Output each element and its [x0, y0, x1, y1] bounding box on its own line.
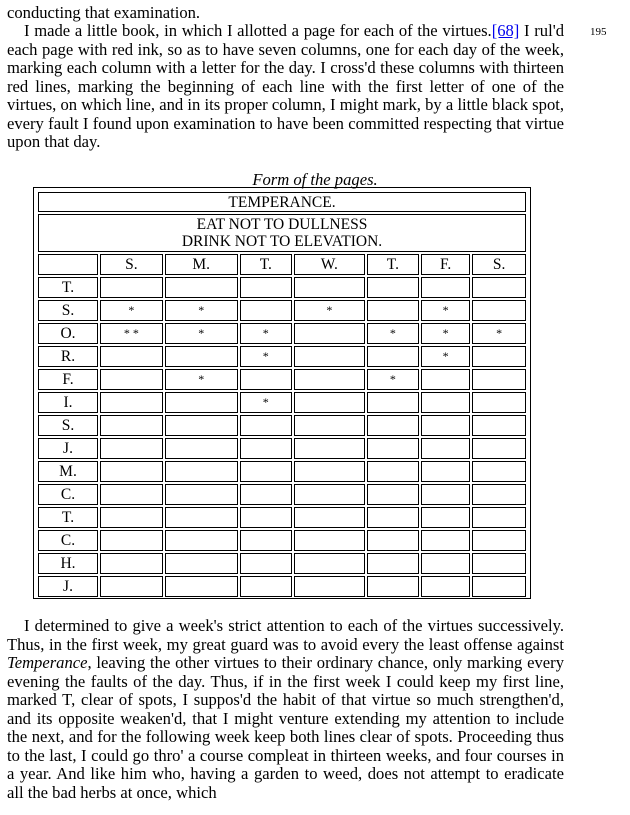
fault-cell — [367, 553, 420, 574]
fault-cell: * — [367, 369, 420, 390]
fault-cell — [165, 461, 238, 482]
fault-cell — [472, 277, 526, 298]
paragraph-text: I determined to give a week's strict attention to each of the virtues successively. Thus, in the first week, my great guard was to avoid every the least offense against — [7, 616, 564, 654]
fault-cell — [240, 369, 293, 390]
fault-cell — [367, 507, 420, 528]
fault-cell — [294, 530, 365, 551]
fault-cell — [294, 392, 365, 413]
virtue-table — [36, 190, 528, 599]
virtue-letter: C. — [38, 530, 98, 551]
fault-cell — [421, 438, 470, 459]
fault-cell — [294, 553, 365, 574]
fault-cell — [472, 507, 526, 528]
fault-cell — [100, 530, 163, 551]
fault-cell — [100, 461, 163, 482]
fault-cell — [472, 484, 526, 505]
fault-cell — [472, 392, 526, 413]
fault-cell: * — [472, 323, 526, 344]
fault-cell — [100, 576, 163, 597]
paragraph-text: I rul'd each page with red ink, so as to have seven columns, one for each day of the week, marking each column with a letter for the day. I cross'd these columns with thirteen red lines, marking the beginning of each line with the first letter of one of the virtues, on which line, and in its proper column, I might mark, by a little black spot, every fault I found upon examination to have been committed respecting that virtue upon that day. — [7, 21, 564, 151]
fault-cell — [294, 323, 365, 344]
fault-cell — [165, 484, 238, 505]
fault-cell — [165, 438, 238, 459]
fault-cell — [165, 346, 238, 367]
fault-cell: * — [421, 300, 470, 321]
fault-cell — [100, 369, 163, 390]
virtue-row — [38, 438, 526, 459]
day-header: M. — [165, 254, 238, 275]
fault-cell — [367, 392, 420, 413]
corner-cell — [38, 254, 98, 275]
fault-cell — [165, 553, 238, 574]
fault-cell — [165, 392, 238, 413]
paragraph-text: I made a little book, in which I allotted a page for each of the virtues. — [24, 21, 492, 40]
virtue-letter: H. — [38, 553, 98, 574]
fault-cell — [240, 484, 293, 505]
virtue-letter: J. — [38, 576, 98, 597]
virtue-chart — [33, 187, 531, 599]
fault-cell — [100, 553, 163, 574]
fault-cell — [165, 277, 238, 298]
fault-cell — [294, 576, 365, 597]
virtue-letter: C. — [38, 484, 98, 505]
virtue-row — [38, 415, 526, 436]
fault-cell — [100, 484, 163, 505]
fault-cell — [294, 415, 365, 436]
virtue-row — [38, 484, 526, 505]
motto-line: EAT NOT TO DULLNESS — [196, 216, 368, 233]
fault-cell — [294, 461, 365, 482]
fault-cell — [367, 300, 420, 321]
fault-cell — [294, 346, 365, 367]
fault-cell — [240, 438, 293, 459]
footnote-link[interactable]: [68] — [491, 21, 520, 40]
fault-cell — [165, 507, 238, 528]
fault-cell — [100, 392, 163, 413]
motto-line: DRINK NOT TO ELEVATION. — [181, 233, 383, 250]
virtue-letter: F. — [38, 369, 98, 390]
fault-cell — [472, 576, 526, 597]
fault-cell — [367, 438, 420, 459]
virtue-row — [38, 369, 526, 390]
fault-cell — [367, 415, 420, 436]
paragraph-continuation: conducting that examination. — [7, 3, 201, 22]
virtue-row — [38, 300, 526, 321]
fault-cell — [294, 277, 365, 298]
day-header: T. — [367, 254, 420, 275]
day-header: T. — [240, 254, 293, 275]
fault-cell — [240, 300, 293, 321]
virtue-row — [38, 553, 526, 574]
fault-cell — [421, 392, 470, 413]
virtue-letter: S. — [38, 415, 98, 436]
fault-cell — [240, 277, 293, 298]
virtue-letter: T. — [38, 507, 98, 528]
virtue-title: TEMPERANCE. — [38, 192, 526, 212]
fault-cell: * — [421, 323, 470, 344]
virtue-row — [38, 277, 526, 298]
fault-cell: * — [240, 323, 293, 344]
paragraph-determined — [7, 617, 564, 802]
page-number: 195 — [590, 26, 607, 38]
fault-cell — [165, 530, 238, 551]
fault-cell — [100, 415, 163, 436]
fault-cell — [294, 369, 365, 390]
fault-cell: * — [367, 323, 420, 344]
emphasis-temperance: Temperance — [7, 653, 88, 672]
paragraph-text: , leaving the other virtues to their ordinary chance, only marking every evening the faults of the day. Thus, if in the first week I could keep my first line, marked T, clear of spots, I suppos'd the habit of that virtue so much strengthen'd, and its opposite weaken'd, that I might venture extending my attention to include the next, and for the following week keep both lines clear of spots. Proceeding thus to the last, I could go thro' a course compleat in thirteen weeks, and four courses in a year. And like him who, having a garden to weed, does not attempt to eradicate all the bad herbs at once, which — [7, 653, 564, 802]
fault-cell — [240, 553, 293, 574]
day-header: S. — [472, 254, 526, 275]
fault-cell — [472, 438, 526, 459]
fault-cell — [367, 346, 420, 367]
virtue-row — [38, 323, 526, 344]
fault-cell — [367, 277, 420, 298]
virtue-row — [38, 346, 526, 367]
fault-cell — [421, 461, 470, 482]
fault-cell — [294, 484, 365, 505]
fault-cell — [100, 277, 163, 298]
fault-cell — [421, 369, 470, 390]
fault-cell: * — [240, 346, 293, 367]
fault-cell — [472, 369, 526, 390]
fault-cell — [421, 484, 470, 505]
fault-cell: * — [165, 300, 238, 321]
virtue-letter: T. — [38, 277, 98, 298]
fault-cell: * * — [100, 323, 163, 344]
fault-cell — [421, 415, 470, 436]
day-header: S. — [100, 254, 163, 275]
fault-cell: * — [294, 300, 365, 321]
fault-cell — [472, 553, 526, 574]
fault-cell — [421, 530, 470, 551]
day-header: W. — [294, 254, 365, 275]
fault-cell — [421, 507, 470, 528]
fault-cell — [240, 530, 293, 551]
virtue-row — [38, 576, 526, 597]
fault-cell — [472, 415, 526, 436]
virtue-row — [38, 530, 526, 551]
fault-cell — [367, 461, 420, 482]
fault-cell — [367, 530, 420, 551]
fault-cell: * — [240, 392, 293, 413]
fault-cell — [367, 484, 420, 505]
table-caption: Form of the pages. — [252, 170, 378, 189]
fault-cell — [472, 530, 526, 551]
fault-cell — [240, 576, 293, 597]
fault-cell — [472, 300, 526, 321]
fault-cell: * — [165, 369, 238, 390]
virtue-letter: S. — [38, 300, 98, 321]
day-header: F. — [421, 254, 470, 275]
virtue-letter: I. — [38, 392, 98, 413]
fault-cell: * — [165, 323, 238, 344]
fault-cell — [294, 438, 365, 459]
virtue-letter: M. — [38, 461, 98, 482]
paragraph-little-book — [7, 22, 564, 152]
virtue-row — [38, 461, 526, 482]
fault-cell — [472, 461, 526, 482]
virtue-letter: O. — [38, 323, 98, 344]
fault-cell — [240, 415, 293, 436]
virtue-row — [38, 507, 526, 528]
fault-cell — [472, 346, 526, 367]
fault-cell — [165, 576, 238, 597]
fault-cell: * — [100, 300, 163, 321]
fault-cell — [294, 507, 365, 528]
fault-cell — [367, 576, 420, 597]
fault-cell — [100, 346, 163, 367]
virtue-row — [38, 392, 526, 413]
virtue-motto — [38, 214, 526, 252]
fault-cell — [240, 507, 293, 528]
fault-cell — [421, 553, 470, 574]
fault-cell — [165, 415, 238, 436]
fault-cell — [100, 438, 163, 459]
fault-cell: * — [421, 346, 470, 367]
fault-cell — [421, 277, 470, 298]
virtue-letter: J. — [38, 438, 98, 459]
fault-cell — [421, 576, 470, 597]
virtue-letter: R. — [38, 346, 98, 367]
fault-cell — [100, 507, 163, 528]
fault-cell — [240, 461, 293, 482]
day-header-row — [38, 254, 526, 275]
